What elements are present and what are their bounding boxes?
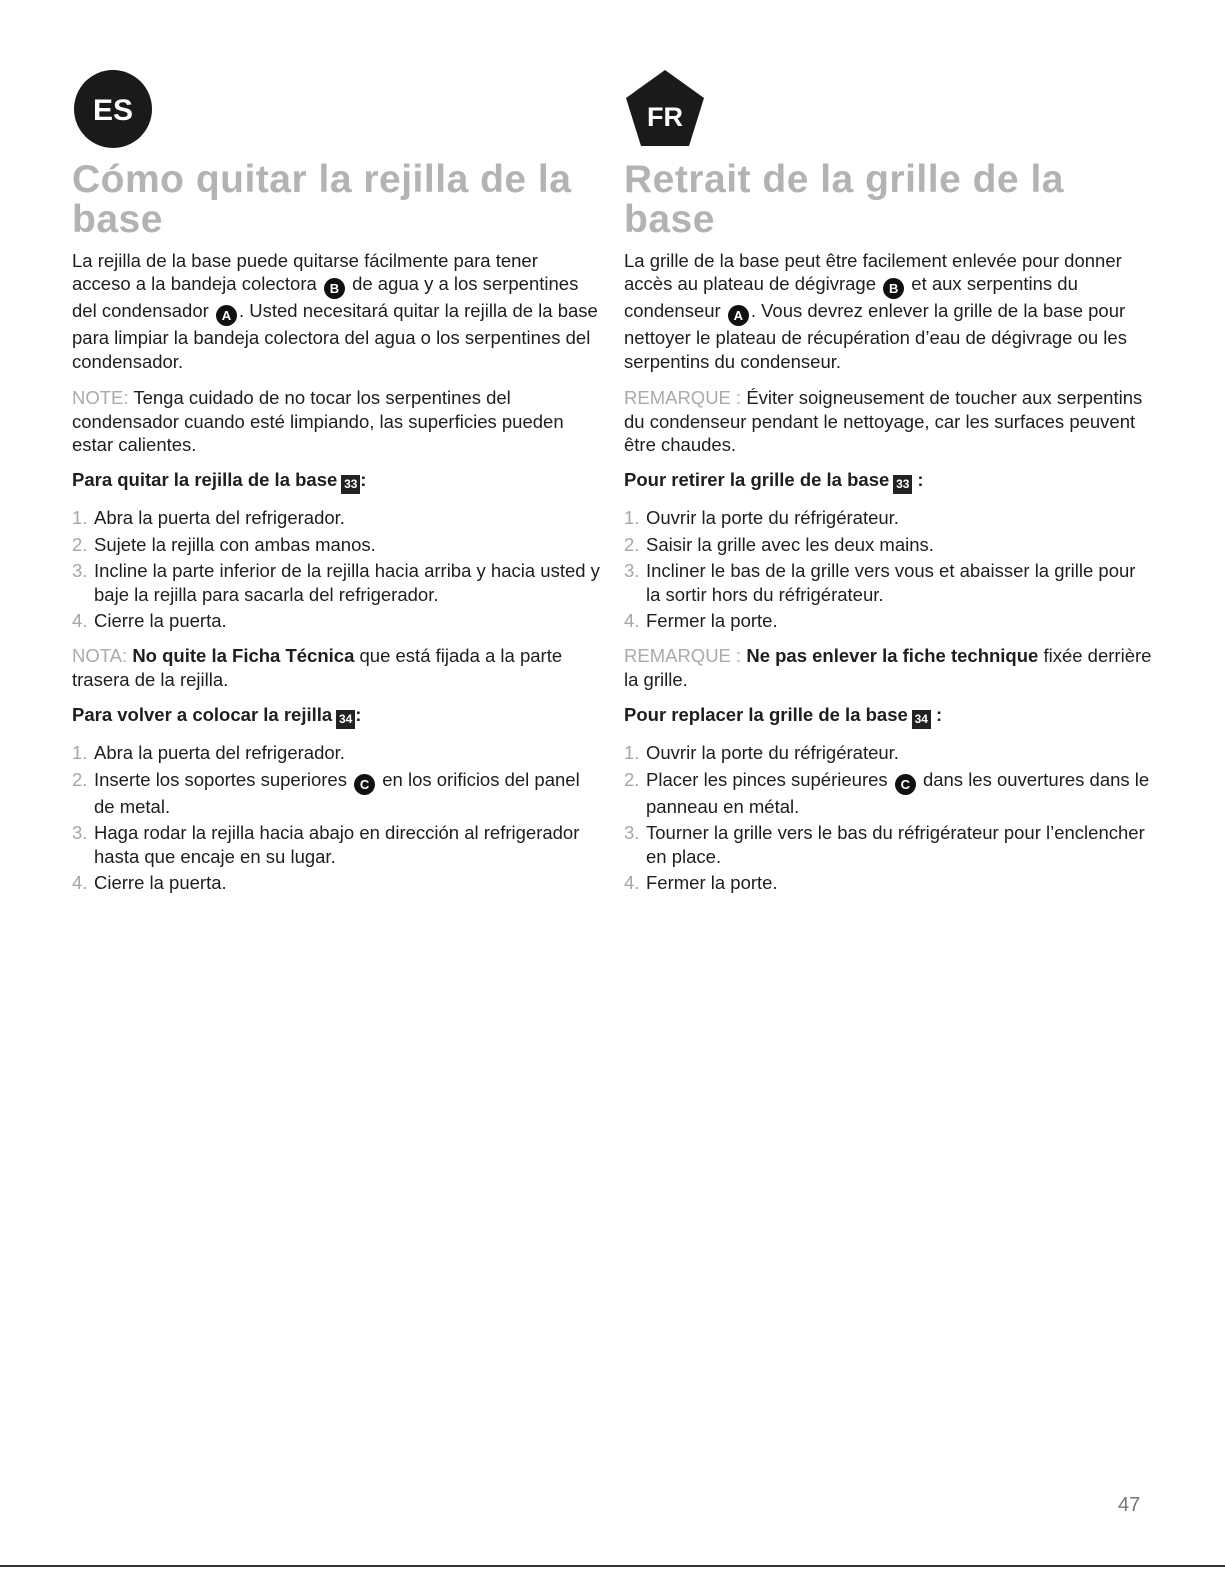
es-remove-heading-colon: : — [360, 469, 367, 491]
fr-language-badge-icon — [624, 68, 706, 150]
step-text: Cierre la puerta. — [94, 871, 227, 893]
step-text: Incline la parte inferior de la rejilla hacia arriba y hacia usted y baje la rejilla para sacarla del refrigerador. — [94, 560, 600, 605]
figure-33-icon: 33 — [893, 475, 912, 494]
step-number: 2. — [624, 768, 640, 790]
fr-intro-text-3: . Vous devrez enlever la grille de la base pour nettoyer le plateau de récupération d’eau de dégivrage ou les serpentins du condenseur. — [624, 300, 1127, 372]
es-replace-heading-text: Para volver a colocar la rejilla — [72, 704, 333, 726]
step-text: Fermer la porte. — [646, 610, 778, 632]
step-text: Fermer la porte. — [646, 871, 778, 893]
es-intro-text-2: de agua y a los serpentines del condensador — [72, 273, 579, 322]
step-number: 1. — [624, 742, 640, 764]
list-item — [72, 768, 600, 818]
fr-note-2-text: fixée derrière la grille. — [624, 645, 1152, 690]
fr-note-2-bold: Ne pas enlever la fiche technique — [746, 645, 1039, 667]
es-replace-steps — [72, 741, 600, 894]
fr-intro-text-1: La grille de la base peut être facilement enlevée pour donner accès au plateau de dégivrage — [624, 250, 1122, 295]
es-note-2-label: NOTA: — [72, 645, 128, 667]
fr-note-2-label: REMARQUE : — [624, 645, 742, 667]
es-intro-text-1: La rejilla de la base puede quitarse fácilmente para tener acceso a la bandeja colectora — [72, 250, 538, 295]
step-text: dans les ouvertures dans le panneau en métal. — [646, 768, 1150, 817]
es-language-badge-icon — [72, 68, 154, 150]
list-item — [72, 871, 600, 894]
bottom-divider — [0, 1565, 1225, 1567]
fr-remove-steps — [624, 506, 1152, 632]
figure-34-icon: 34 — [336, 710, 355, 729]
step-text: Haga rodar la rejilla hacia abajo en dirección al refrigerador hasta que encaje en su lugar. — [94, 822, 580, 867]
step-text: Tourner la grille vers le bas du réfrigérateur pour l’enclencher en place. — [646, 822, 1145, 867]
fr-note-label: REMARQUE : — [624, 387, 742, 409]
es-note-2-text: que está fijada a la parte trasera de la rejilla. — [72, 645, 563, 690]
step-number: 3. — [72, 560, 88, 582]
callout-c-icon: C — [354, 774, 375, 795]
fr-caution-note — [624, 386, 1152, 456]
es-remove-heading-text: Para quitar la rejilla de la base — [72, 469, 338, 491]
fr-page-title: Retrait de la grille de la base — [624, 158, 1064, 241]
es-page-title: Cómo quitar la rejilla de la base — [72, 158, 572, 241]
page-number: 47 — [1118, 1494, 1141, 1516]
callout-c-icon: C — [895, 774, 916, 795]
list-item — [624, 559, 1152, 606]
step-number: 1. — [72, 507, 88, 529]
list-item — [72, 821, 600, 868]
es-note-text: Tenga cuidado de no tocar los serpentines del condensador cuando esté limpiando, las superficies pueden estar calientes. — [72, 387, 564, 456]
step-number: 3. — [624, 822, 640, 844]
fr-body — [624, 249, 1152, 906]
fr-badge-label: FR — [647, 102, 683, 132]
es-replace-heading-colon: : — [355, 704, 362, 726]
step-number: 1. — [624, 507, 640, 529]
es-note-label: NOTE: — [72, 387, 129, 409]
list-item — [624, 741, 1152, 764]
fr-replace-heading-text: Pour replacer la grille de la base — [624, 704, 908, 726]
step-text: Saisir la grille avec les deux mains. — [646, 533, 934, 555]
step-number: 1. — [72, 742, 88, 764]
list-item — [624, 533, 1152, 556]
list-item — [624, 821, 1152, 868]
es-remove-heading — [72, 468, 600, 494]
step-text: Abra la puerta del refrigerador. — [94, 507, 345, 529]
list-item — [72, 559, 600, 606]
step-text: Cierre la puerta. — [94, 610, 227, 632]
step-number: 4. — [624, 610, 640, 632]
list-item — [624, 506, 1152, 529]
step-text: Ouvrir la porte du réfrigérateur. — [646, 742, 899, 764]
step-number: 4. — [72, 610, 88, 632]
step-text: Inserte los soportes superiores — [94, 768, 347, 790]
step-number: 2. — [72, 533, 88, 555]
fr-replace-heading — [624, 703, 1152, 729]
es-remove-steps — [72, 506, 600, 632]
step-text: Ouvrir la porte du réfrigérateur. — [646, 507, 899, 529]
es-tech-sheet-note — [72, 644, 600, 691]
fr-remove-heading-colon: : — [917, 469, 924, 491]
es-body — [72, 249, 600, 906]
list-item — [624, 768, 1152, 818]
fr-remove-heading — [624, 468, 1152, 494]
figure-33-icon: 33 — [341, 475, 360, 494]
list-item — [624, 609, 1152, 632]
step-number: 3. — [624, 560, 640, 582]
step-number: 4. — [624, 871, 640, 893]
step-text: Incliner le bas de la grille vers vous et abaisser la grille pour la sortir hors du réfrigérateur. — [646, 560, 1136, 605]
callout-b-icon: B — [883, 278, 904, 299]
es-caution-note — [72, 386, 600, 456]
es-note-2-bold: No quite la Ficha Técnica — [132, 645, 355, 667]
step-text: Placer les pinces supérieures — [646, 768, 888, 790]
step-text: Abra la puerta del refrigerador. — [94, 742, 345, 764]
fr-replace-heading-colon: : — [935, 704, 943, 726]
es-intro-paragraph — [72, 249, 600, 373]
fr-tech-sheet-note — [624, 644, 1152, 691]
fr-intro-paragraph — [624, 249, 1152, 373]
step-text: en los orificios del panel de metal. — [94, 768, 580, 817]
es-replace-heading — [72, 703, 600, 729]
step-number: 3. — [72, 822, 88, 844]
es-badge-label: ES — [92, 94, 134, 127]
es-intro-text-3: . Usted necesitará quitar la rejilla de la base para limpiar la bandeja colectora del agua o los serpentines del condensador. — [72, 300, 598, 372]
callout-b-icon: B — [324, 278, 345, 299]
callout-a-icon: A — [728, 305, 749, 326]
fr-replace-steps — [624, 741, 1152, 894]
fr-note-text: Éviter soigneusement de toucher aux serpentins du condenseur pendant le nettoyage, car les surfaces peuvent être chaudes. — [624, 387, 1143, 456]
list-item — [624, 871, 1152, 894]
list-item — [72, 533, 600, 556]
fr-remove-heading-text: Pour retirer la grille de la base — [624, 469, 890, 491]
step-number: 2. — [624, 533, 640, 555]
step-text: Sujete la rejilla con ambas manos. — [94, 533, 376, 555]
step-number: 4. — [72, 871, 88, 893]
figure-34-icon: 34 — [912, 710, 931, 729]
list-item — [72, 506, 600, 529]
callout-a-icon: A — [216, 305, 237, 326]
list-item — [72, 741, 600, 764]
fr-intro-text-2: et aux serpentins du condenseur — [624, 273, 1078, 322]
step-number: 2. — [72, 768, 88, 790]
list-item — [72, 609, 600, 632]
